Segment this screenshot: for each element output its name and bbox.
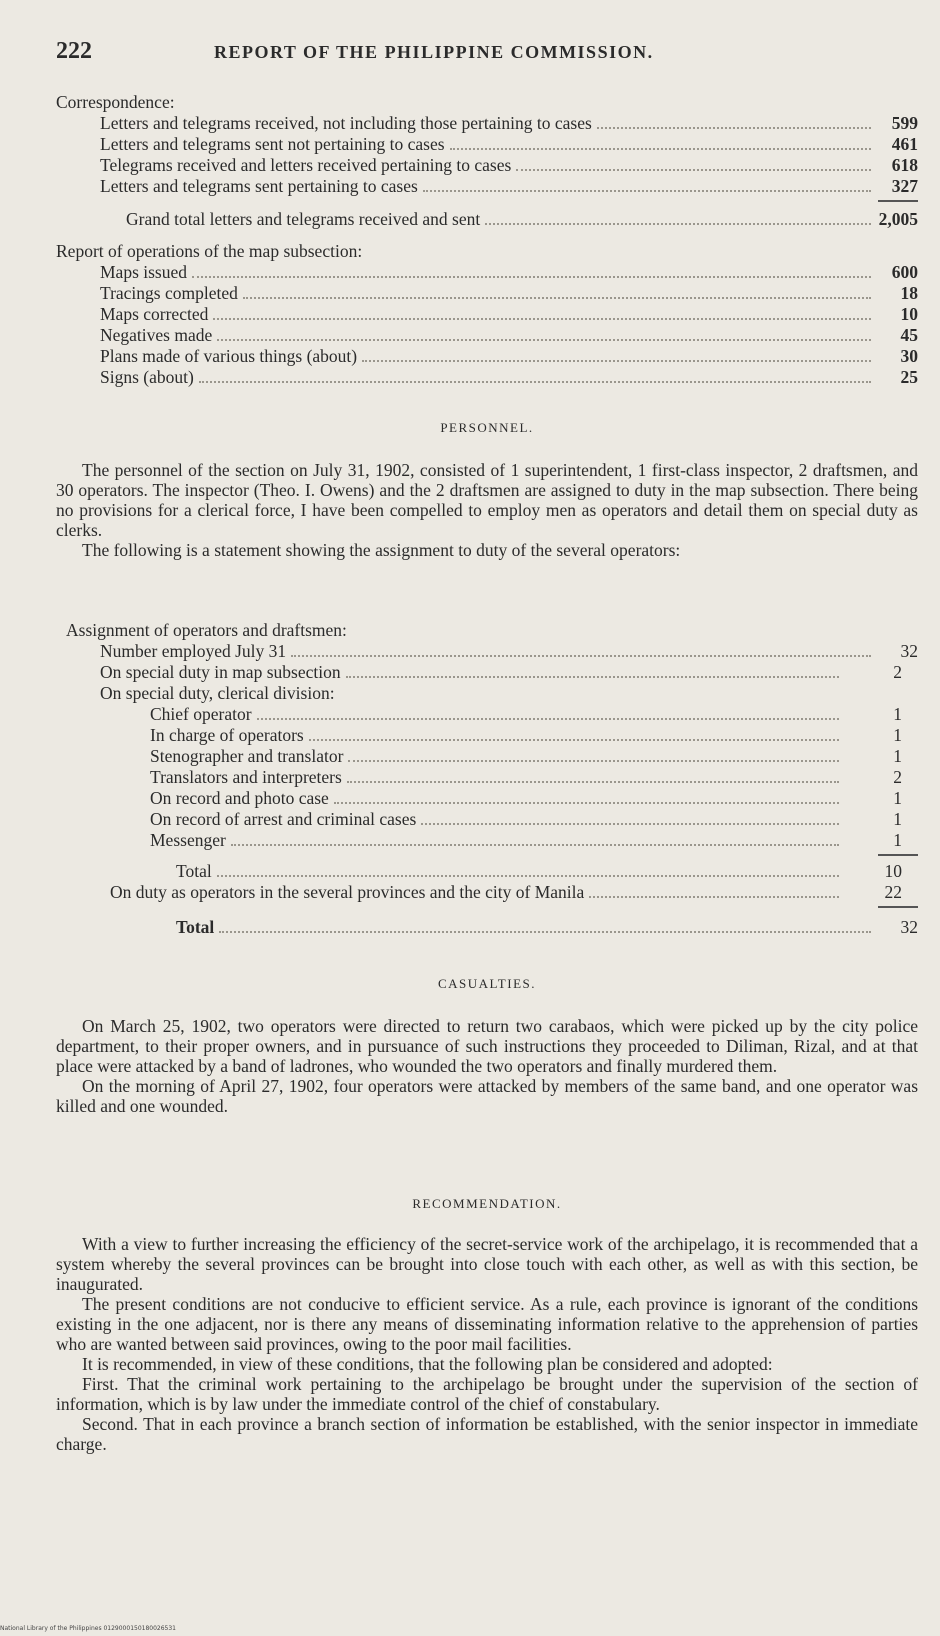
correspondence-section [56,92,918,230]
stat-row: Messenger 1 [150,830,902,850]
paragraph: On the morning of April 27, 1902, four operators were attacked by members of the same band, and one operator was killed and one wounded. [56,1076,918,1116]
stat-row: Letters and telegrams sent not pertaining to cases 461 [100,134,918,154]
stat-row: In charge of operators 1 [150,725,902,745]
paragraph: It is recommended, in view of these conditions, that the following plan be considered and adopted: [82,1354,773,1374]
casualties-text [56,1016,918,1116]
stat-row: Tracings completed 18 [100,283,918,303]
running-title: REPORT OF THE PHILIPPINE COMMISSION. [214,42,654,62]
personnel-text [56,460,918,560]
paragraph: Second. That in each province a branch section of information be established, with the senior inspector in immediate charge. [56,1414,918,1454]
personnel-total-row: Total 32 [176,917,918,937]
paragraph: With a view to further increasing the efficiency of the secret-service work of the archipelago, it is recommended that a system whereby the several provinces can be brought into close touch with each other, as well as with this section, be inaugurated. [56,1234,918,1294]
assignment-heading: Assignment of operators and draftsmen: [66,620,347,640]
grand-total-row: Grand total letters and telegrams received and sent 2,005 [126,209,918,229]
stat-row: Letters and telegrams received, not including those pertaining to cases 599 [100,113,918,133]
personnel-heading: PERSONNEL. [440,420,534,435]
stat-row: Plans made of various things (about) 30 [100,346,918,366]
stat-row: On record and photo case 1 [150,788,902,808]
stat-row: On record of arrest and criminal cases 1 [150,809,902,829]
recommendation-heading: RECOMMENDATION. [412,1196,562,1211]
page-number: 222 [56,38,92,64]
clerical-total-row: Total 10 [176,861,902,881]
stat-row: Number employed July 31 32 [100,641,918,661]
paragraph: On March 25, 1902, two operators were directed to return two carabaos, which were picked up by the city police department, to their proper owners, and in pursuance of such instructions they proceeded to Diliman, Rizal, and at that place were attacked by a band of ladrones, who wounded the two operators and finally murdered them. [56,1016,918,1076]
correspondence-heading: Correspondence: [56,92,175,112]
stat-row: Stenographer and translator 1 [150,746,902,766]
stat-row: Negatives made 45 [100,325,918,345]
stat-row: Letters and telegrams sent pertaining to cases 327 [100,176,918,196]
scan-footer-note: National Library of the Philippines 0129000150180026531 [0,1625,177,1632]
paragraph: First. That the criminal work pertaining to the archipelago be brought under the supervision of the section of information, which is by law under the immediate control of the chief of constabulary. [56,1374,918,1414]
stat-row: On duty as operators in the several provinces and the city of Manila 22 [110,882,902,902]
paragraph: The following is a statement showing the assignment to duty of the several operators: [82,540,681,560]
paragraph: The present conditions are not conducive to efficient service. As a rule, each province is ignorant of the conditions existing in the one adjacent, nor is there any means of disseminating information relative to the apprehension of parties who are wanted between said provinces, owing to the poor mail facilities. [56,1294,918,1354]
map-subsection [56,241,918,388]
casualties-heading: CASUALTIES. [437,976,536,991]
stat-row: Telegrams received and letters received pertaining to cases 618 [100,155,918,175]
stat-row: Maps corrected 10 [100,304,918,324]
map-subsection-heading: Report of operations of the map subsection: [56,241,363,261]
stat-row: Translators and interpreters 2 [150,767,902,787]
stat-row: Maps issued 600 [100,262,918,282]
clerical-heading: On special duty, clerical division: [100,683,335,703]
stat-row: Signs (about) 25 [100,367,918,387]
recommendation-text [56,1234,918,1454]
paragraph: The personnel of the section on July 31, 1902, consisted of 1 superintendent, 1 first-class inspector, 2 draftsmen, and 30 operators. The inspector (Theo. I. Owens) and the 2 draftsmen are assigned to duty in the map subsection. There being no provisions for a clerical force, I have been compelled to employ men as operators and detail them on special duty as clerks. [56,460,918,540]
stat-row: On special duty in map subsection 2 [100,662,902,682]
assignment-table [56,620,918,938]
stat-row: Chief operator 1 [150,704,902,724]
page-header [56,38,896,74]
